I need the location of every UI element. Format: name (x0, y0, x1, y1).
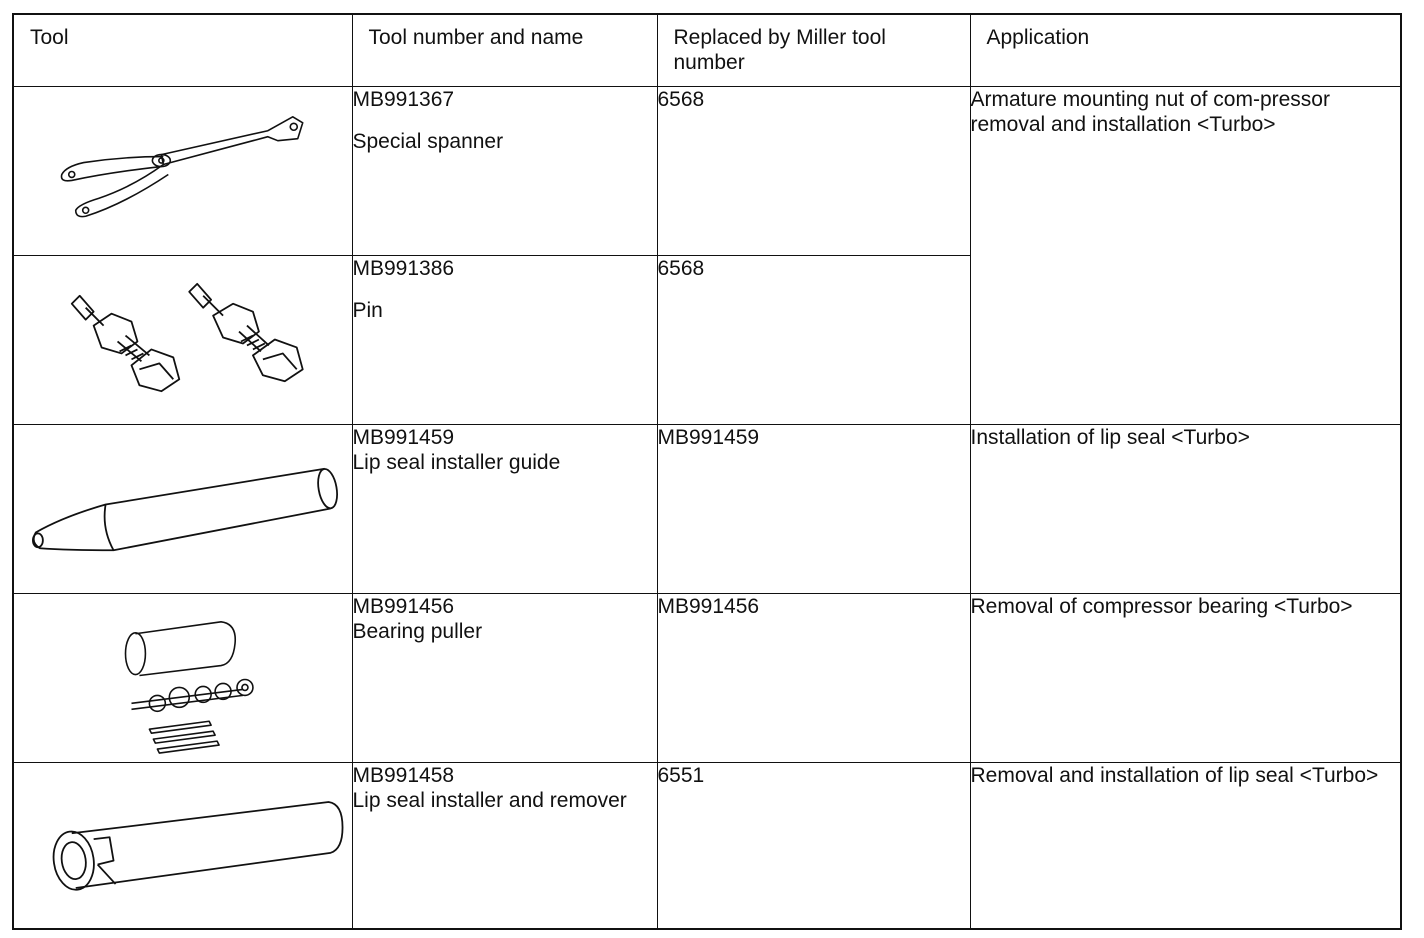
header-tool-number-name: Tool number and name (352, 14, 657, 87)
tool-number-name-cell (352, 87, 657, 256)
header-miller-number: Replaced by Miller tool number (657, 14, 970, 87)
table-row (13, 594, 1401, 763)
pin-icon (14, 256, 352, 424)
table-row (13, 87, 1401, 256)
tool-name: Lip seal installer and remover (352, 789, 627, 812)
lip-seal-installer-guide-icon (14, 425, 352, 593)
application-cell: Armature mounting nut of com-pressor removal and installation <Turbo> (970, 87, 1401, 425)
tool-number: MB991367 (352, 88, 455, 111)
tool-image-cell (13, 256, 352, 425)
application-cell: Removal of compressor bearing <Turbo> (970, 594, 1401, 763)
bearing-puller-icon (14, 594, 352, 762)
table-row (13, 425, 1401, 594)
application-cell: Removal and installation of lip seal <Turbo> (970, 763, 1401, 930)
tool-number: MB991386 (352, 257, 455, 280)
tool-number-name-cell (352, 256, 657, 425)
header-tool: Tool (13, 14, 352, 87)
special-tools-table (12, 13, 1402, 930)
tool-number-name-cell (352, 425, 657, 594)
miller-number: MB991459 (657, 425, 970, 594)
tool-name: Special spanner (352, 130, 504, 153)
tool-number-name-cell (352, 763, 657, 930)
tool-image-cell (13, 594, 352, 763)
miller-number: 6551 (657, 763, 970, 930)
tool-name: Pin (352, 299, 383, 322)
tool-image-cell (13, 425, 352, 594)
header-row (13, 14, 1401, 87)
tool-number: MB991456 (352, 595, 455, 618)
miller-number: 6568 (657, 256, 970, 425)
miller-number: MB991456 (657, 594, 970, 763)
miller-number: 6568 (657, 87, 970, 256)
tool-number: MB991458 (352, 764, 455, 787)
tool-name: Lip seal installer guide (352, 451, 561, 474)
tool-number-name-cell (352, 594, 657, 763)
header-application: Application (970, 14, 1401, 87)
table-row (13, 763, 1401, 930)
tool-name: Bearing puller (352, 620, 483, 643)
tool-number: MB991459 (352, 426, 455, 449)
lip-seal-installer-remover-icon (14, 763, 352, 928)
tool-image-cell (13, 87, 352, 256)
special-spanner-icon (14, 87, 352, 255)
application-cell: Installation of lip seal <Turbo> (970, 425, 1401, 594)
tool-image-cell (13, 763, 352, 930)
